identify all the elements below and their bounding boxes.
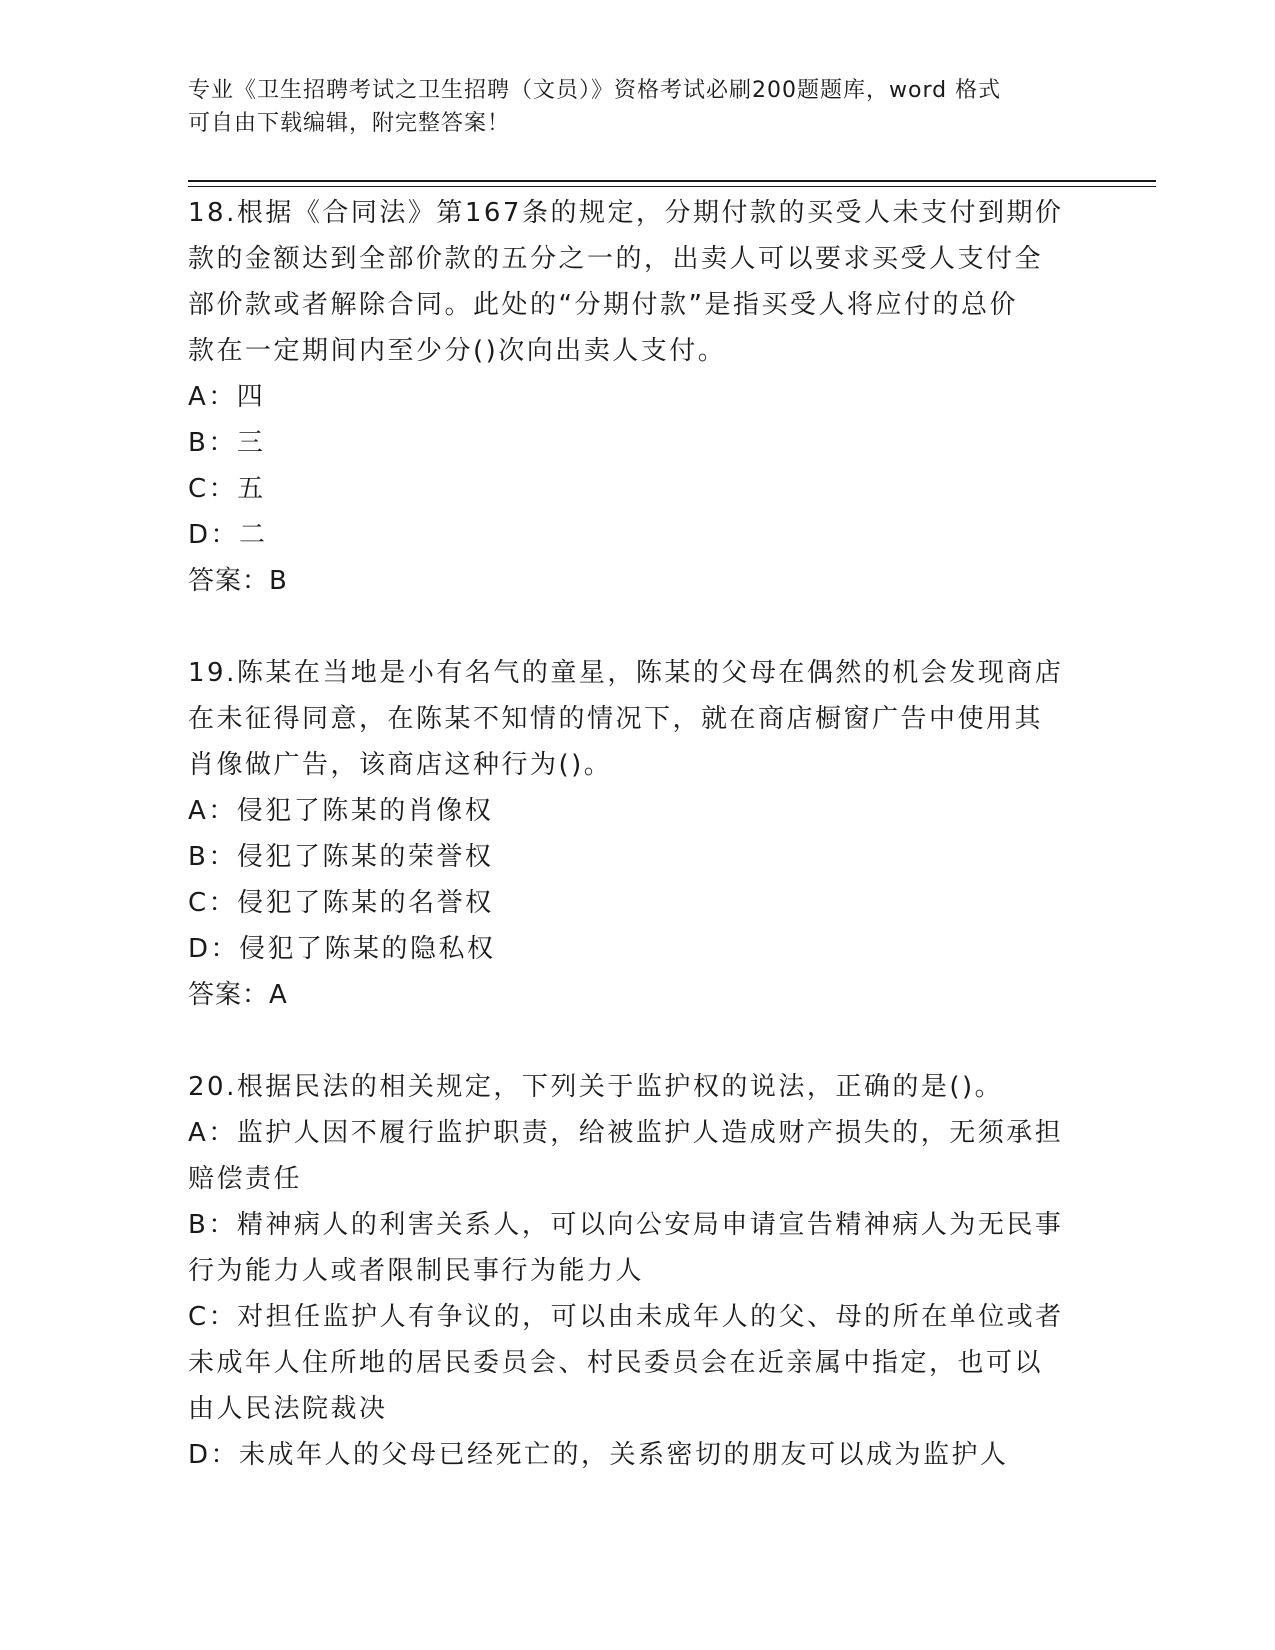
option-b: B：精神病人的利害关系人，可以向公安局申请宣告精神病人为无民事 (188, 1210, 1064, 1240)
question-text-line: 部价款或者解除合同。此处的“分期付款”是指买受人将应付的总价 (188, 290, 1018, 320)
option-c: C：侵犯了陈某的名誉权 (188, 888, 494, 918)
question-text-line: 19.陈某在当地是小有名气的童星，陈某的父母在偶然的机会发现商店 (188, 658, 1064, 688)
question-text-line: 款的金额达到全部价款的五分之一的，出卖人可以要求买受人支付全 (188, 244, 1044, 274)
question-text-line: 款在一定期间内至少分()次向出卖人支付。 (188, 336, 727, 366)
option-c: C：对担任监护人有争议的，可以由未成年人的父、母的所在单位或者 (188, 1302, 1064, 1332)
option-b: B：三 (188, 428, 266, 458)
question-text-line: 20.根据民法的相关规定，下列关于监护权的说法，正确的是()。 (188, 1072, 1004, 1102)
option-d: D：未成年人的父母已经死亡的，关系密切的朋友可以成为监护人 (188, 1440, 1009, 1470)
option-c-continued: 未成年人住所地的居民委员会、村民委员会在近亲属中指定，也可以 (188, 1348, 1044, 1378)
option-a: A：四 (188, 382, 266, 412)
option-a-continued: 赔偿责任 (188, 1164, 303, 1194)
header-divider-thick (188, 180, 1156, 182)
question-text-line: 在未征得同意，在陈某不知情的情况下，就在商店橱窗广告中使用其 (188, 704, 1044, 734)
question-spacer (188, 1018, 1068, 1064)
option-b-continued: 行为能力人或者限制民事行为能力人 (188, 1256, 645, 1286)
question-text-line: 18.根据《合同法》第167条的规定，分期付款的买受人未支付到期价 (188, 198, 1064, 228)
question-list (188, 190, 1068, 1478)
option-c: C：五 (188, 474, 266, 504)
document-header (188, 74, 1088, 140)
option-c-continued: 由人民法院裁决 (188, 1394, 388, 1424)
option-b: B：侵犯了陈某的荣誉权 (188, 842, 494, 872)
question-text-line: 肖像做广告，该商店这种行为()。 (188, 750, 613, 780)
option-a: A：监护人因不履行监护职责，给被监护人造成财产损失的，无须承担 (188, 1118, 1064, 1148)
answer-line: 答案：A (188, 980, 288, 1010)
option-d: D：二 (188, 520, 268, 550)
option-d: D：侵犯了陈某的隐私权 (188, 934, 496, 964)
question-19 (188, 650, 1068, 1018)
question-spacer (188, 604, 1068, 650)
header-line-2: 可自由下载编辑，附完整答案！ (188, 111, 511, 136)
question-20 (188, 1064, 1068, 1478)
answer-line: 答案：B (188, 566, 288, 596)
header-divider-thin (188, 186, 1156, 187)
question-18 (188, 190, 1068, 604)
option-a: A：侵犯了陈某的肖像权 (188, 796, 494, 826)
header-line-1: 专业《卫生招聘考试之卫生招聘（文员）》资格考试必刷200题题库，word 格式 (188, 78, 1002, 103)
